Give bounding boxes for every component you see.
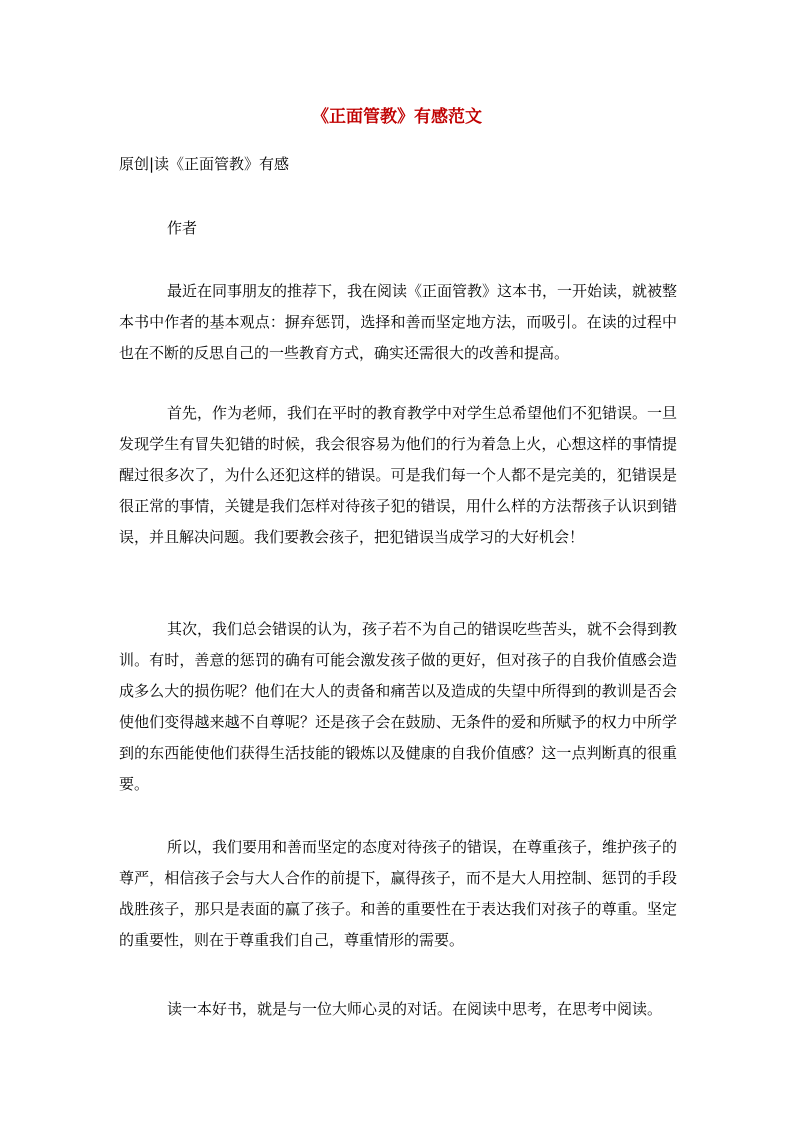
- paragraph-second: 其次，我们总会错误的认为，孩子若不为自己的错误吃些苦头，就不会得到教训。有时，善意的惩罚的确有可能会激发孩子做的更好，但对孩子的自我价值感会造成多么大的损伤呢？他们在大人的责备和痛苦以及造成的失望中所得到的教训是否会使他们变得越来越不自尊呢？还是孩子会在鼓励、无条件的爱和所赋予的权力中所学到的东西能使他们获得生活技能的锻炼以及健康的自我价值感？这一点判断真的很重要。: [119, 620, 678, 793]
- paragraph-intro: 最近在同事朋友的推荐下，我在阅读《正面管教》这本书，一开始读，就被整本书中作者的基本观点：摒弃惩罚，选择和善而坚定地方法，而吸引。在读的过程中也在不断的反思自己的一些教育方式，确实还需很大的改善和提高。: [119, 282, 678, 362]
- paragraph-first: 首先，作为老师，我们在平时的教育教学中对学生总希望他们不犯错误。一旦发现学生有冒失犯错的时候，我会很容易为他们的行为着急上火，心想这样的事情提醒过很多次了，为什么还犯这样的错误。可是我们每一个人都不是完美的，犯错误是很正常的事情，关键是我们怎样对待孩子犯的错误，用什么样的方法帮孩子认识到错误，并且解决问题。我们要教会孩子，把犯错误当成学习的大好机会！: [119, 404, 678, 546]
- paragraph-third: 所以，我们要用和善而坚定的态度对待孩子的错误，在尊重孩子，维护孩子的尊严，相信孩子会与大人合作的前提下，赢得孩子，而不是大人用控制、惩罚的手段战胜孩子，那只是表面的赢了孩子。和善的重要性在于表达我们对孩子的尊重。坚定的重要性，则在于尊重我们自己，尊重情形的需要。: [119, 838, 678, 949]
- paragraph-closing: 读一本好书，就是与一位大师心灵的对话。在阅读中思考，在思考中阅读。: [167, 1000, 663, 1018]
- document-subtitle: 原创|读《正面管教》有感: [119, 155, 290, 173]
- author-line: 作者: [167, 219, 198, 237]
- document-title: 《正面管教》有感范文: [312, 107, 482, 127]
